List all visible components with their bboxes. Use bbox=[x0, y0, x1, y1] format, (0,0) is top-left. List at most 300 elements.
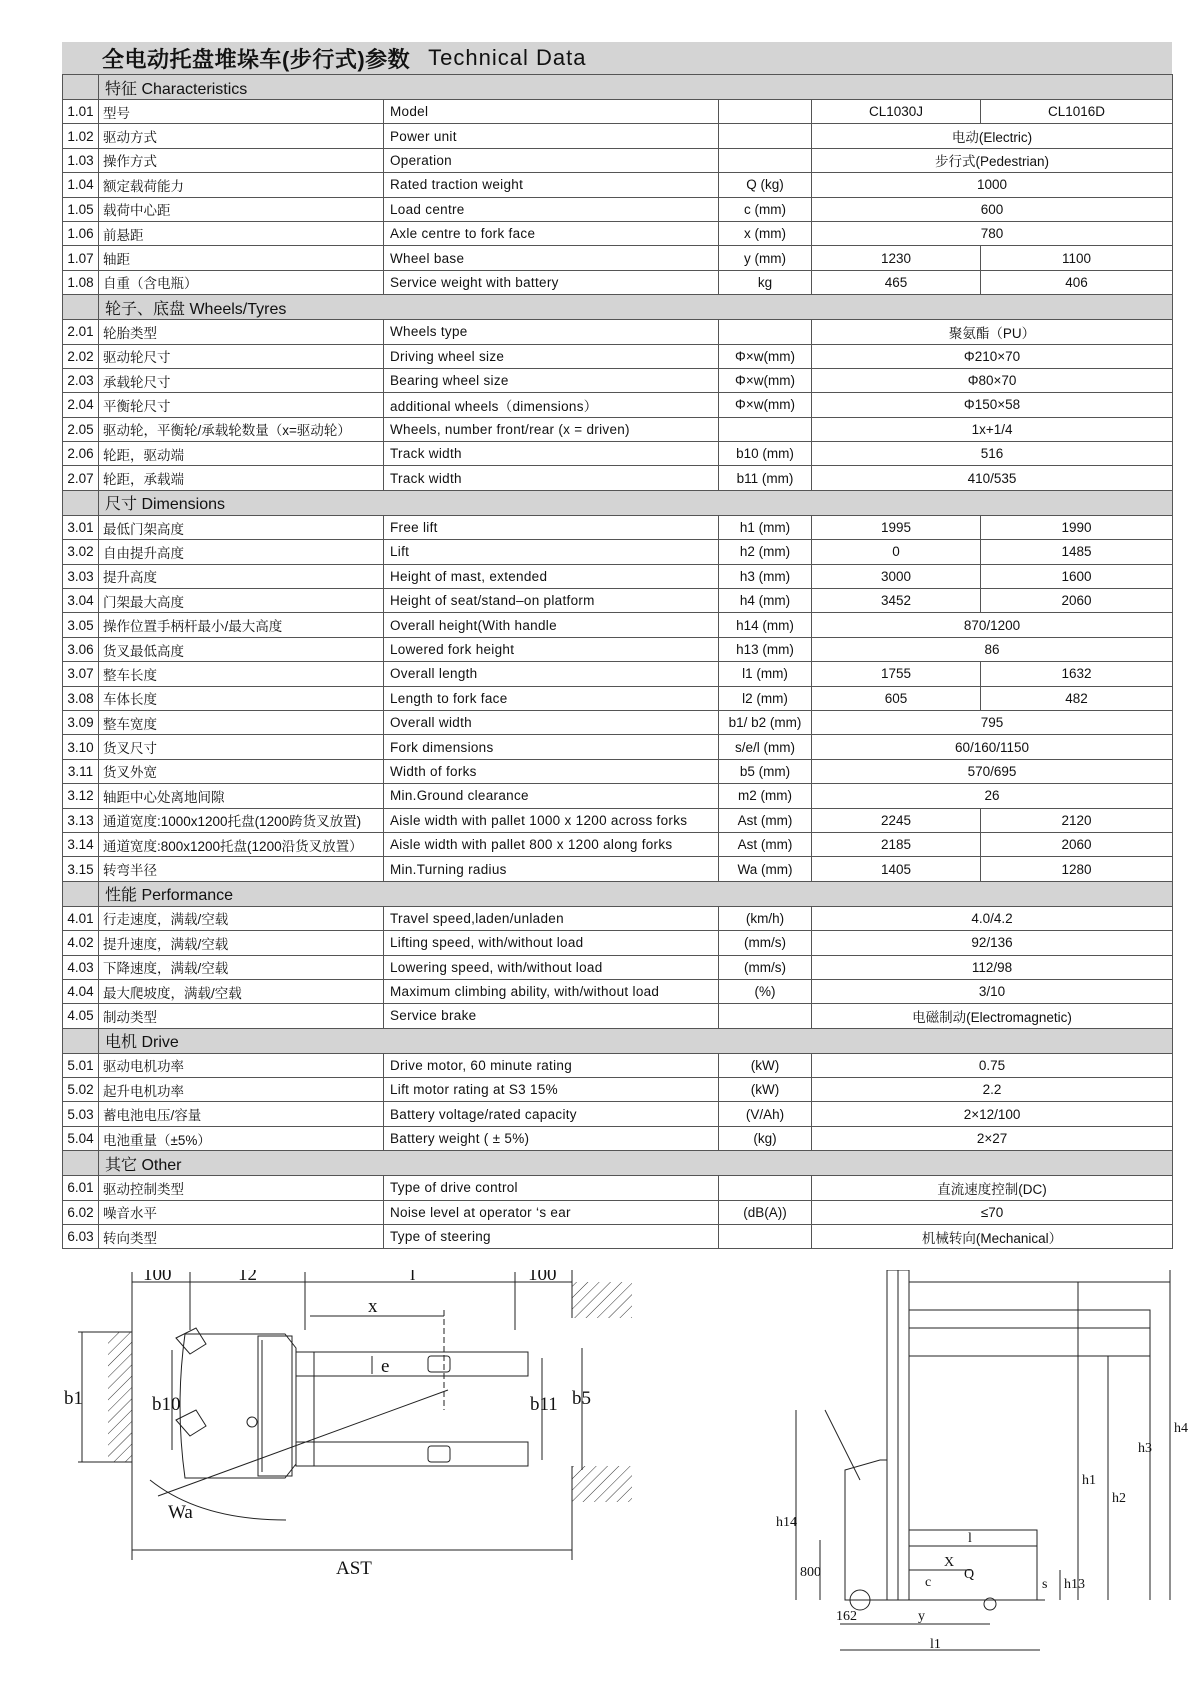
row-label-cn: 整车长度 bbox=[99, 662, 384, 686]
row-label-en: Wheels, number front/rear (x = driven) bbox=[384, 417, 719, 441]
row-value-cl1016d: CL1016D bbox=[981, 100, 1173, 124]
row-value-cl1030j: CL1030J bbox=[812, 100, 981, 124]
section-header-row bbox=[63, 1151, 1173, 1176]
row-unit: b10 (mm) bbox=[719, 442, 812, 466]
row-value-shared: 电磁制动(Electromagnetic) bbox=[812, 1004, 1173, 1028]
row-number: 3.13 bbox=[63, 808, 99, 832]
spec-row bbox=[63, 662, 1173, 686]
row-label-cn: 蓄电池电压/容量 bbox=[99, 1102, 384, 1126]
row-value-cl1016d: 1280 bbox=[981, 857, 1173, 881]
row-value-cl1030j: 3000 bbox=[812, 564, 981, 588]
row-number: 3.11 bbox=[63, 759, 99, 783]
section-header-blank bbox=[63, 1028, 99, 1053]
spec-row bbox=[63, 637, 1173, 661]
row-label-cn: 轴距 bbox=[99, 246, 384, 270]
row-number: 2.05 bbox=[63, 417, 99, 441]
row-number: 1.01 bbox=[63, 100, 99, 124]
row-unit: h14 (mm) bbox=[719, 613, 812, 637]
row-unit bbox=[719, 124, 812, 148]
row-value-cl1016d: 406 bbox=[981, 270, 1173, 294]
row-number: 4.03 bbox=[63, 955, 99, 979]
row-number: 2.06 bbox=[63, 442, 99, 466]
spec-row bbox=[63, 784, 1173, 808]
spec-row bbox=[63, 1078, 1173, 1102]
row-unit bbox=[719, 1225, 812, 1249]
row-label-cn: 制动类型 bbox=[99, 1004, 384, 1028]
row-value-shared: ≤70 bbox=[812, 1200, 1173, 1224]
spec-row bbox=[63, 808, 1173, 832]
spec-row bbox=[63, 589, 1173, 613]
spec-row bbox=[63, 931, 1173, 955]
section-header-blank bbox=[63, 881, 99, 906]
spec-row bbox=[63, 857, 1173, 881]
row-value-cl1016d: 2120 bbox=[981, 808, 1173, 832]
row-unit bbox=[719, 100, 812, 124]
row-value-shared: 870/1200 bbox=[812, 613, 1173, 637]
row-unit: b5 (mm) bbox=[719, 759, 812, 783]
section-header-row bbox=[63, 881, 1173, 906]
row-unit: c (mm) bbox=[719, 197, 812, 221]
row-value-cl1030j: 1405 bbox=[812, 857, 981, 881]
row-label-cn: 轴距中心处离地间隙 bbox=[99, 784, 384, 808]
row-number: 4.01 bbox=[63, 906, 99, 930]
row-label-en: Lift bbox=[384, 540, 719, 564]
dim-label-100-left: 100 bbox=[143, 1270, 172, 1285]
row-number: 2.03 bbox=[63, 368, 99, 392]
row-value-cl1016d: 1100 bbox=[981, 246, 1173, 270]
row-label-en: Battery weight ( ± 5%) bbox=[384, 1126, 719, 1150]
row-label-en: Power unit bbox=[384, 124, 719, 148]
page-title bbox=[62, 42, 1172, 74]
section-header-blank bbox=[63, 490, 99, 515]
spec-row bbox=[63, 613, 1173, 637]
row-label-cn: 通道宽度:800x1200托盘(1200沿货叉放置） bbox=[99, 832, 384, 856]
row-label-en: Rated traction weight bbox=[384, 173, 719, 197]
dim-label-b10: b10 bbox=[152, 1394, 181, 1415]
row-label-cn: 门架最大高度 bbox=[99, 589, 384, 613]
spec-row bbox=[63, 564, 1173, 588]
section-header-blank bbox=[63, 1151, 99, 1176]
row-label-en: additional wheels（dimensions） bbox=[384, 393, 719, 417]
spec-row bbox=[63, 124, 1173, 148]
dim-label-wa: Wa bbox=[168, 1502, 193, 1523]
spec-row bbox=[63, 906, 1173, 930]
row-number: 1.07 bbox=[63, 246, 99, 270]
section-header-row bbox=[63, 295, 1173, 320]
row-label-cn: 转弯半径 bbox=[99, 857, 384, 881]
spec-row bbox=[63, 100, 1173, 124]
section-header-row bbox=[63, 75, 1173, 100]
dim-label-h1: h1 bbox=[1082, 1473, 1096, 1488]
row-unit: h1 (mm) bbox=[719, 515, 812, 539]
row-value-shared: 570/695 bbox=[812, 759, 1173, 783]
row-unit: l1 (mm) bbox=[719, 662, 812, 686]
spec-row bbox=[63, 320, 1173, 344]
row-number: 1.05 bbox=[63, 197, 99, 221]
spec-row bbox=[63, 344, 1173, 368]
row-label-cn: 轮距，驱动端 bbox=[99, 442, 384, 466]
load-wheel-lower bbox=[428, 1446, 450, 1462]
row-unit: (kW) bbox=[719, 1078, 812, 1102]
spec-row bbox=[63, 393, 1173, 417]
row-value-shared: 2×27 bbox=[812, 1126, 1173, 1150]
row-label-cn: 车体长度 bbox=[99, 686, 384, 710]
row-value-cl1016d: 1990 bbox=[981, 515, 1173, 539]
dim-label-l1: l1 bbox=[930, 1637, 941, 1652]
spec-row bbox=[63, 197, 1173, 221]
dim-label-y: y bbox=[918, 1609, 925, 1624]
row-label-en: Axle centre to fork face bbox=[384, 221, 719, 245]
row-value-shared: 795 bbox=[812, 710, 1173, 734]
spec-row bbox=[63, 686, 1173, 710]
row-label-en: Driving wheel size bbox=[384, 344, 719, 368]
section-title: 电机 Drive bbox=[99, 1028, 1173, 1053]
row-label-en: Track width bbox=[384, 466, 719, 490]
row-value-cl1016d: 2060 bbox=[981, 589, 1173, 613]
row-number: 3.05 bbox=[63, 613, 99, 637]
section-header-row bbox=[63, 490, 1173, 515]
row-unit: x (mm) bbox=[719, 221, 812, 245]
row-label-en: Lowering speed, with/without load bbox=[384, 955, 719, 979]
row-number: 3.03 bbox=[63, 564, 99, 588]
row-number: 4.04 bbox=[63, 979, 99, 1003]
side-view-labels bbox=[776, 1421, 1188, 1652]
dim-label-h2: h2 bbox=[1112, 1491, 1126, 1506]
row-label-en: Overall length bbox=[384, 662, 719, 686]
row-label-en: Height of mast, extended bbox=[384, 564, 719, 588]
row-value-cl1030j: 3452 bbox=[812, 589, 981, 613]
dim-label-ast: AST bbox=[336, 1558, 372, 1579]
row-value-cl1030j: 1230 bbox=[812, 246, 981, 270]
dim-label-100-right: 100 bbox=[528, 1270, 557, 1285]
row-label-cn: 额定载荷能力 bbox=[99, 173, 384, 197]
spec-table bbox=[62, 74, 1173, 1249]
spec-row bbox=[63, 1004, 1173, 1028]
row-label-en: Min.Turning radius bbox=[384, 857, 719, 881]
row-label-en: Service weight with battery bbox=[384, 270, 719, 294]
row-value-shared: 1x+1/4 bbox=[812, 417, 1173, 441]
section-title: 特征 Characteristics bbox=[99, 75, 1173, 100]
row-unit bbox=[719, 1176, 812, 1200]
section-title: 其它 Other bbox=[99, 1151, 1173, 1176]
row-unit: (mm/s) bbox=[719, 955, 812, 979]
row-label-cn: 最大爬坡度，满载/空载 bbox=[99, 979, 384, 1003]
row-label-en: Lift motor rating at S3 15% bbox=[384, 1078, 719, 1102]
row-label-cn: 电池重量（±5%） bbox=[99, 1126, 384, 1150]
key-switch bbox=[247, 1417, 257, 1427]
dimension-drawings bbox=[0, 1270, 1200, 1680]
row-unit: Φ×w(mm) bbox=[719, 393, 812, 417]
row-value-shared: 26 bbox=[812, 784, 1173, 808]
row-unit: (%) bbox=[719, 979, 812, 1003]
row-number: 6.01 bbox=[63, 1176, 99, 1200]
row-value-cl1030j: 605 bbox=[812, 686, 981, 710]
row-unit: h3 (mm) bbox=[719, 564, 812, 588]
row-label-en: Overall width bbox=[384, 710, 719, 734]
handle-top bbox=[176, 1328, 206, 1354]
row-label-cn: 驱动电机功率 bbox=[99, 1053, 384, 1077]
row-label-en: Length to fork face bbox=[384, 686, 719, 710]
row-value-shared: 电动(Electric) bbox=[812, 124, 1173, 148]
row-number: 2.04 bbox=[63, 393, 99, 417]
row-label-en: Aisle width with pallet 1000 x 1200 across forks bbox=[384, 808, 719, 832]
wall-left-hatch bbox=[108, 1332, 132, 1462]
row-value-cl1016d: 1632 bbox=[981, 662, 1173, 686]
row-unit bbox=[719, 148, 812, 172]
row-value-shared: Φ150×58 bbox=[812, 393, 1173, 417]
row-value-cl1016d: 1600 bbox=[981, 564, 1173, 588]
row-number: 3.06 bbox=[63, 637, 99, 661]
row-number: 2.07 bbox=[63, 466, 99, 490]
row-number: 3.02 bbox=[63, 540, 99, 564]
row-number: 2.01 bbox=[63, 320, 99, 344]
row-number: 3.07 bbox=[63, 662, 99, 686]
spec-row bbox=[63, 1225, 1173, 1249]
row-label-en: Noise level at operator ‘s ear bbox=[384, 1200, 719, 1224]
spec-row bbox=[63, 1126, 1173, 1150]
fork-upper bbox=[296, 1352, 528, 1376]
dim-label-b5: b5 bbox=[572, 1388, 591, 1409]
row-label-en: Min.Ground clearance bbox=[384, 784, 719, 808]
dim-label-x-side: X bbox=[944, 1555, 955, 1570]
row-label-cn: 轮距，承载端 bbox=[99, 466, 384, 490]
row-number: 1.04 bbox=[63, 173, 99, 197]
row-number: 5.04 bbox=[63, 1126, 99, 1150]
row-label-cn: 前悬距 bbox=[99, 221, 384, 245]
spec-row bbox=[63, 540, 1173, 564]
row-label-cn: 平衡轮尺寸 bbox=[99, 393, 384, 417]
spec-row bbox=[63, 710, 1173, 734]
row-value-shared: 600 bbox=[812, 197, 1173, 221]
row-label-cn: 下降速度，满载/空载 bbox=[99, 955, 384, 979]
dim-label-e: e bbox=[381, 1356, 390, 1377]
dim-label-s: s bbox=[1042, 1577, 1048, 1592]
row-unit: b11 (mm) bbox=[719, 466, 812, 490]
row-unit: Ast (mm) bbox=[719, 808, 812, 832]
row-label-en: Width of forks bbox=[384, 759, 719, 783]
side-view-diagram bbox=[0, 1270, 1170, 1650]
row-unit: (kW) bbox=[719, 1053, 812, 1077]
top-view-diagram bbox=[78, 1270, 632, 1560]
row-unit: l2 (mm) bbox=[719, 686, 812, 710]
row-label-cn: 噪音水平 bbox=[99, 1200, 384, 1224]
battery-box bbox=[258, 1336, 292, 1476]
row-label-cn: 货叉尺寸 bbox=[99, 735, 384, 759]
row-number: 4.02 bbox=[63, 931, 99, 955]
row-value-cl1016d: 1485 bbox=[981, 540, 1173, 564]
row-label-en: Track width bbox=[384, 442, 719, 466]
spec-row bbox=[63, 1200, 1173, 1224]
dim-label-l: l bbox=[968, 1531, 972, 1546]
row-unit: b1/ b2 (mm) bbox=[719, 710, 812, 734]
row-unit: (mm/s) bbox=[719, 931, 812, 955]
row-value-shared: 3/10 bbox=[812, 979, 1173, 1003]
row-label-en: Overall height(With handle bbox=[384, 613, 719, 637]
row-value-shared: 直流速度控制(DC) bbox=[812, 1176, 1173, 1200]
row-label-cn: 通道宽度:1000x1200托盘(1200跨货叉放置) bbox=[99, 808, 384, 832]
spec-row bbox=[63, 466, 1173, 490]
row-number: 1.06 bbox=[63, 221, 99, 245]
section-title: 性能 Performance bbox=[99, 881, 1173, 906]
spec-row bbox=[63, 368, 1173, 392]
truck-body bbox=[180, 1334, 296, 1478]
spec-row bbox=[63, 1102, 1173, 1126]
section-title: 尺寸 Dimensions bbox=[99, 490, 1173, 515]
row-label-cn: 整车宽度 bbox=[99, 710, 384, 734]
spec-row bbox=[63, 955, 1173, 979]
row-number: 5.02 bbox=[63, 1078, 99, 1102]
row-label-en: Wheels type bbox=[384, 320, 719, 344]
row-value-cl1030j: 2245 bbox=[812, 808, 981, 832]
row-unit: y (mm) bbox=[719, 246, 812, 270]
row-value-cl1030j: 1995 bbox=[812, 515, 981, 539]
spec-row bbox=[63, 979, 1173, 1003]
row-label-cn: 承载轮尺寸 bbox=[99, 368, 384, 392]
row-label-cn: 操作位置手柄杆最小/最大高度 bbox=[99, 613, 384, 637]
row-unit: Wa (mm) bbox=[719, 857, 812, 881]
dim-wa-line bbox=[158, 1390, 448, 1496]
row-label-cn: 起升电机功率 bbox=[99, 1078, 384, 1102]
row-unit: Φ×w(mm) bbox=[719, 368, 812, 392]
row-value-shared: 4.0/4.2 bbox=[812, 906, 1173, 930]
row-label-en: Service brake bbox=[384, 1004, 719, 1028]
row-label-cn: 提升速度，满载/空载 bbox=[99, 931, 384, 955]
row-label-cn: 驱动方式 bbox=[99, 124, 384, 148]
side-handle bbox=[825, 1410, 860, 1480]
wall-bottom-hatch bbox=[572, 1466, 632, 1502]
row-value-cl1016d: 2060 bbox=[981, 832, 1173, 856]
section-header-row bbox=[63, 1028, 1173, 1053]
row-value-shared: 410/535 bbox=[812, 466, 1173, 490]
row-label-en: Model bbox=[384, 100, 719, 124]
row-value-shared: 86 bbox=[812, 637, 1173, 661]
spec-row bbox=[63, 759, 1173, 783]
row-number: 3.10 bbox=[63, 735, 99, 759]
row-unit: h4 (mm) bbox=[719, 589, 812, 613]
row-label-en: Maximum climbing ability, with/without load bbox=[384, 979, 719, 1003]
row-value-shared: 2.2 bbox=[812, 1078, 1173, 1102]
row-label-cn: 驱动轮，平衡轮/承载轮数量（x=驱动轮） bbox=[99, 417, 384, 441]
row-label-cn: 型号 bbox=[99, 100, 384, 124]
row-label-cn: 自重（含电瓶） bbox=[99, 270, 384, 294]
spec-row bbox=[63, 270, 1173, 294]
spec-row bbox=[63, 1176, 1173, 1200]
row-number: 3.14 bbox=[63, 832, 99, 856]
section-header-blank bbox=[63, 75, 99, 100]
row-label-en: Free lift bbox=[384, 515, 719, 539]
row-value-cl1030j: 465 bbox=[812, 270, 981, 294]
row-label-en: Type of steering bbox=[384, 1225, 719, 1249]
row-value-shared: Φ210×70 bbox=[812, 344, 1173, 368]
load-wheel-upper bbox=[428, 1356, 450, 1372]
row-value-shared: 112/98 bbox=[812, 955, 1173, 979]
spec-row bbox=[63, 832, 1173, 856]
title-en: Technical Data bbox=[428, 45, 587, 70]
row-value-cl1030j: 1755 bbox=[812, 662, 981, 686]
dim-label-h3: h3 bbox=[1138, 1441, 1152, 1456]
row-label-en: Lifting speed, with/without load bbox=[384, 931, 719, 955]
dim-label-h4: h4 bbox=[1174, 1421, 1188, 1436]
row-number: 3.04 bbox=[63, 589, 99, 613]
row-number: 3.15 bbox=[63, 857, 99, 881]
row-value-shared: 780 bbox=[812, 221, 1173, 245]
spec-row bbox=[63, 442, 1173, 466]
row-label-cn: 驱动轮尺寸 bbox=[99, 344, 384, 368]
row-label-en: Type of drive control bbox=[384, 1176, 719, 1200]
row-unit: kg bbox=[719, 270, 812, 294]
fork-carriage bbox=[296, 1352, 314, 1466]
row-unit bbox=[719, 417, 812, 441]
section-title: 轮子、底盘 Wheels/Tyres bbox=[99, 295, 1173, 320]
row-unit: (km/h) bbox=[719, 906, 812, 930]
title-cn: 全电动托盘堆垛车(步行式)参数 bbox=[102, 46, 411, 72]
row-label-en: Aisle width with pallet 800 x 1200 along forks bbox=[384, 832, 719, 856]
row-label-en: Operation bbox=[384, 148, 719, 172]
dim-label-162: 162 bbox=[836, 1609, 857, 1624]
spec-row bbox=[63, 417, 1173, 441]
spec-row bbox=[63, 246, 1173, 270]
fork-lower bbox=[296, 1442, 528, 1466]
spec-row bbox=[63, 515, 1173, 539]
row-number: 6.02 bbox=[63, 1200, 99, 1224]
row-value-cl1016d: 482 bbox=[981, 686, 1173, 710]
row-unit: (kg) bbox=[719, 1126, 812, 1150]
dim-label-12: 12 bbox=[238, 1270, 257, 1285]
row-label-cn: 行走速度，满载/空载 bbox=[99, 906, 384, 930]
row-label-en: Lowered fork height bbox=[384, 637, 719, 661]
row-label-en: Bearing wheel size bbox=[384, 368, 719, 392]
technical-data-sheet bbox=[62, 42, 1172, 1249]
row-value-shared: 516 bbox=[812, 442, 1173, 466]
row-value-shared: 60/160/1150 bbox=[812, 735, 1173, 759]
row-label-cn: 货叉最低高度 bbox=[99, 637, 384, 661]
row-number: 1.08 bbox=[63, 270, 99, 294]
row-unit: h13 (mm) bbox=[719, 637, 812, 661]
dim-label-l: l bbox=[410, 1270, 416, 1285]
row-number: 5.01 bbox=[63, 1053, 99, 1077]
dim-label-b1: b1 bbox=[64, 1388, 83, 1409]
row-label-cn: 货叉外宽 bbox=[99, 759, 384, 783]
dim-label-c: c bbox=[925, 1575, 932, 1590]
spec-row bbox=[63, 173, 1173, 197]
row-label-cn: 最低门架高度 bbox=[99, 515, 384, 539]
dim-label-b11: b11 bbox=[530, 1394, 558, 1415]
row-label-en: Wheel base bbox=[384, 246, 719, 270]
row-value-shared: 机械转向(Mechanical） bbox=[812, 1225, 1173, 1249]
row-value-shared: 92/136 bbox=[812, 931, 1173, 955]
row-unit: Q (kg) bbox=[719, 173, 812, 197]
row-label-en: Height of seat/stand–on platform bbox=[384, 589, 719, 613]
row-unit: h2 (mm) bbox=[719, 540, 812, 564]
row-number: 4.05 bbox=[63, 1004, 99, 1028]
row-label-cn: 操作方式 bbox=[99, 148, 384, 172]
row-unit: (V/Ah) bbox=[719, 1102, 812, 1126]
row-number: 1.03 bbox=[63, 148, 99, 172]
row-number: 3.09 bbox=[63, 710, 99, 734]
row-value-shared: 2×12/100 bbox=[812, 1102, 1173, 1126]
row-unit bbox=[719, 1004, 812, 1028]
row-number: 6.03 bbox=[63, 1225, 99, 1249]
row-unit: Ast (mm) bbox=[719, 832, 812, 856]
row-value-cl1030j: 2185 bbox=[812, 832, 981, 856]
row-number: 3.08 bbox=[63, 686, 99, 710]
row-label-cn: 自由提升高度 bbox=[99, 540, 384, 564]
row-label-cn: 驱动控制类型 bbox=[99, 1176, 384, 1200]
row-value-shared: Φ80×70 bbox=[812, 368, 1173, 392]
spec-row bbox=[63, 148, 1173, 172]
row-value-cl1030j: 0 bbox=[812, 540, 981, 564]
row-number: 5.03 bbox=[63, 1102, 99, 1126]
